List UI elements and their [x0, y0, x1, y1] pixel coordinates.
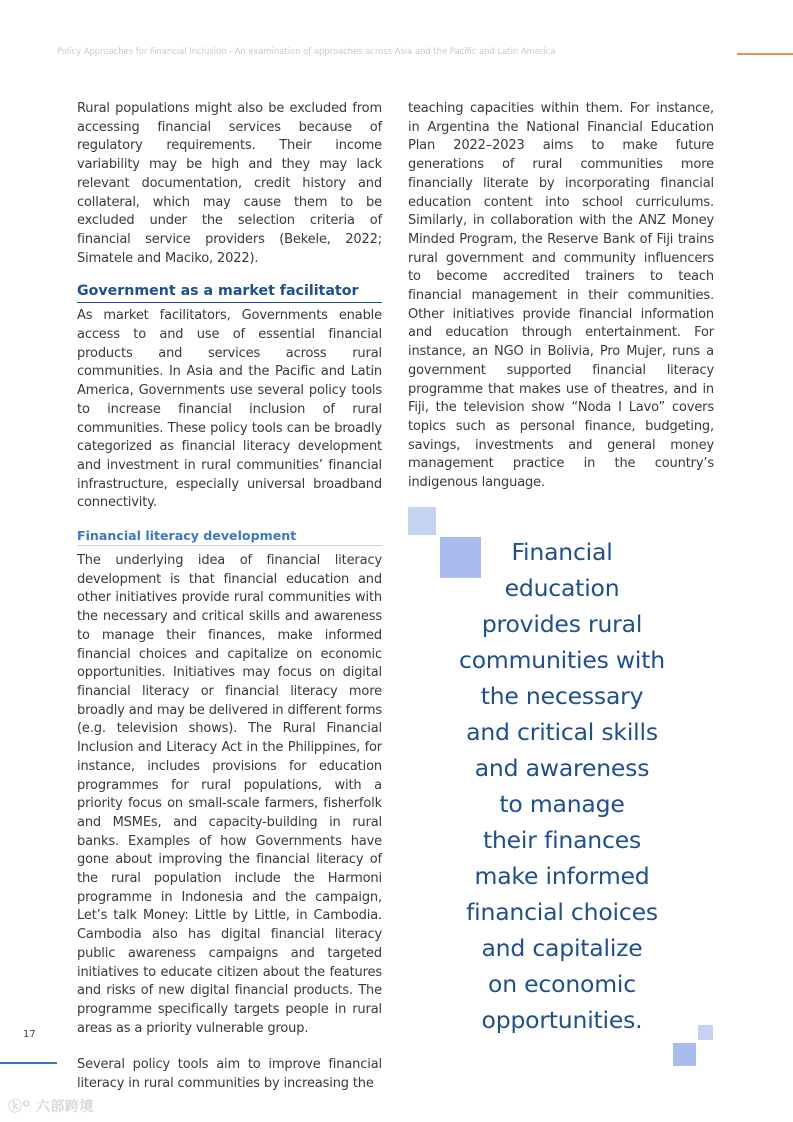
- pull-quote-line: the necessary: [480, 682, 644, 710]
- pull-quote-line: communities with: [459, 646, 665, 674]
- subsection-paragraph: The underlying idea of financial literacy development is that financial education and other initiatives provide rural communities with the necessary and critical skills and awareness to manage their finances, make informed financial choices and capitalize on economic opportunities. Initiatives may focus on digital financial literacy or financial literacy more broadly and may be delivered in different forms (e.g. television shows). The Rural Financial Inclusion and Literacy Act in the Philippines, for instance, includes provisions for education programmes for rural populations, with a priority focus on small-scale farmers, fisherfolk and MSMEs, and capacity-building in rural banks. Examples of how Governments have gone about improving the financial literacy of the rural population include the Harmoni programme in Indonesia and the campaign, Let’s talk Money: Little by Little, in Cambodia. Cambodia also has digital financial literacy public awareness campaigns and targeted initiatives to educate citizen about the features and risks of new digital financial products. The programme specifically targets people in rural areas as a priority vulnerable group.: [77, 553, 382, 1036]
- section-heading: Government as a market facilitator: [77, 282, 382, 303]
- right-column: [408, 100, 714, 493]
- pull-quote-line: and capitalize: [481, 934, 643, 962]
- pull-quote-line: their finances: [482, 826, 642, 854]
- intro-paragraph: Rural populations might also be excluded from accessing financial services because of regulatory requirements. Their income variability may be high and they may lack relevant documentation, credit history and collateral, which may cause them to be excluded under the selection criteria of financial service providers (Bekele, 2022; Simatele and Maciko, 2022).: [77, 101, 382, 266]
- closing-paragraph: Several policy tools aim to improve financial literacy in rural communities by increasing the: [77, 1057, 382, 1092]
- pull-quote-line: education: [504, 574, 620, 602]
- continued-paragraph: teaching capacities within them. For instance, in Argentina the National Financial Education Plan 2022–2023 aims to make future generations of rural communities more financially literate by incorporating financial education content into school curriculums. Similarly, in collaboration with the ANZ Money Minded Program, the Reserve Bank of Fiji trains rural government and community influencers to become accredited trainers to teach financial management in their communities. Other initiatives provide financial information and education through entertainment. For instance, an NGO in Bolivia, Pro Mujer, runs a government supported financial literacy programme that makes use of theatres, and in Fiji, the television show “Noda I Lavo” covers topics such as personal finance, budgeting, savings, investments and general money management practice in the country’s indigenous language.: [408, 101, 714, 491]
- pull-quote-line: Financial: [511, 538, 613, 566]
- left-column: [77, 100, 382, 1094]
- pull-quote-line: and critical skills: [466, 718, 658, 746]
- watermark: ⓚᴼ 六部跨境: [8, 1099, 94, 1115]
- pull-quote-line: provides rural: [481, 610, 643, 638]
- pull-quote-line: financial choices: [466, 898, 658, 926]
- decor-square-mid-bottom: [673, 1043, 696, 1066]
- pull-quote-line: on economic: [488, 970, 636, 998]
- pull-quote-line: and awareness: [474, 754, 650, 782]
- footer-accent-rule: [0, 1062, 57, 1064]
- section-paragraph: As market facilitators, Governments enable access to and use of essential financial products and services across rural communities. In Asia and the Pacific and Latin America, Governments use several policy tools to increase financial inclusion of rural communities. These policy tools can be broadly categorized as financial literacy development and investment in rural communities’ financial infrastructure, especially universal broadband connectivity.: [77, 308, 382, 511]
- subsection-heading: Financial literacy development: [77, 527, 382, 546]
- decor-square-small-bottom: [698, 1025, 713, 1040]
- decor-square-small-top: [408, 507, 436, 535]
- header-accent-rule: [737, 53, 793, 55]
- pull-quote-line: make informed: [474, 862, 650, 890]
- pull-quote: [438, 534, 686, 1038]
- page-number: 17: [23, 1029, 36, 1040]
- pull-quote-line: to manage: [499, 790, 625, 818]
- pull-quote-line: opportunities.: [481, 1006, 643, 1034]
- running-header: Policy Approaches for Financial Inclusion - An examination of approaches across Asia and the Pacific and Latin America: [57, 46, 556, 56]
